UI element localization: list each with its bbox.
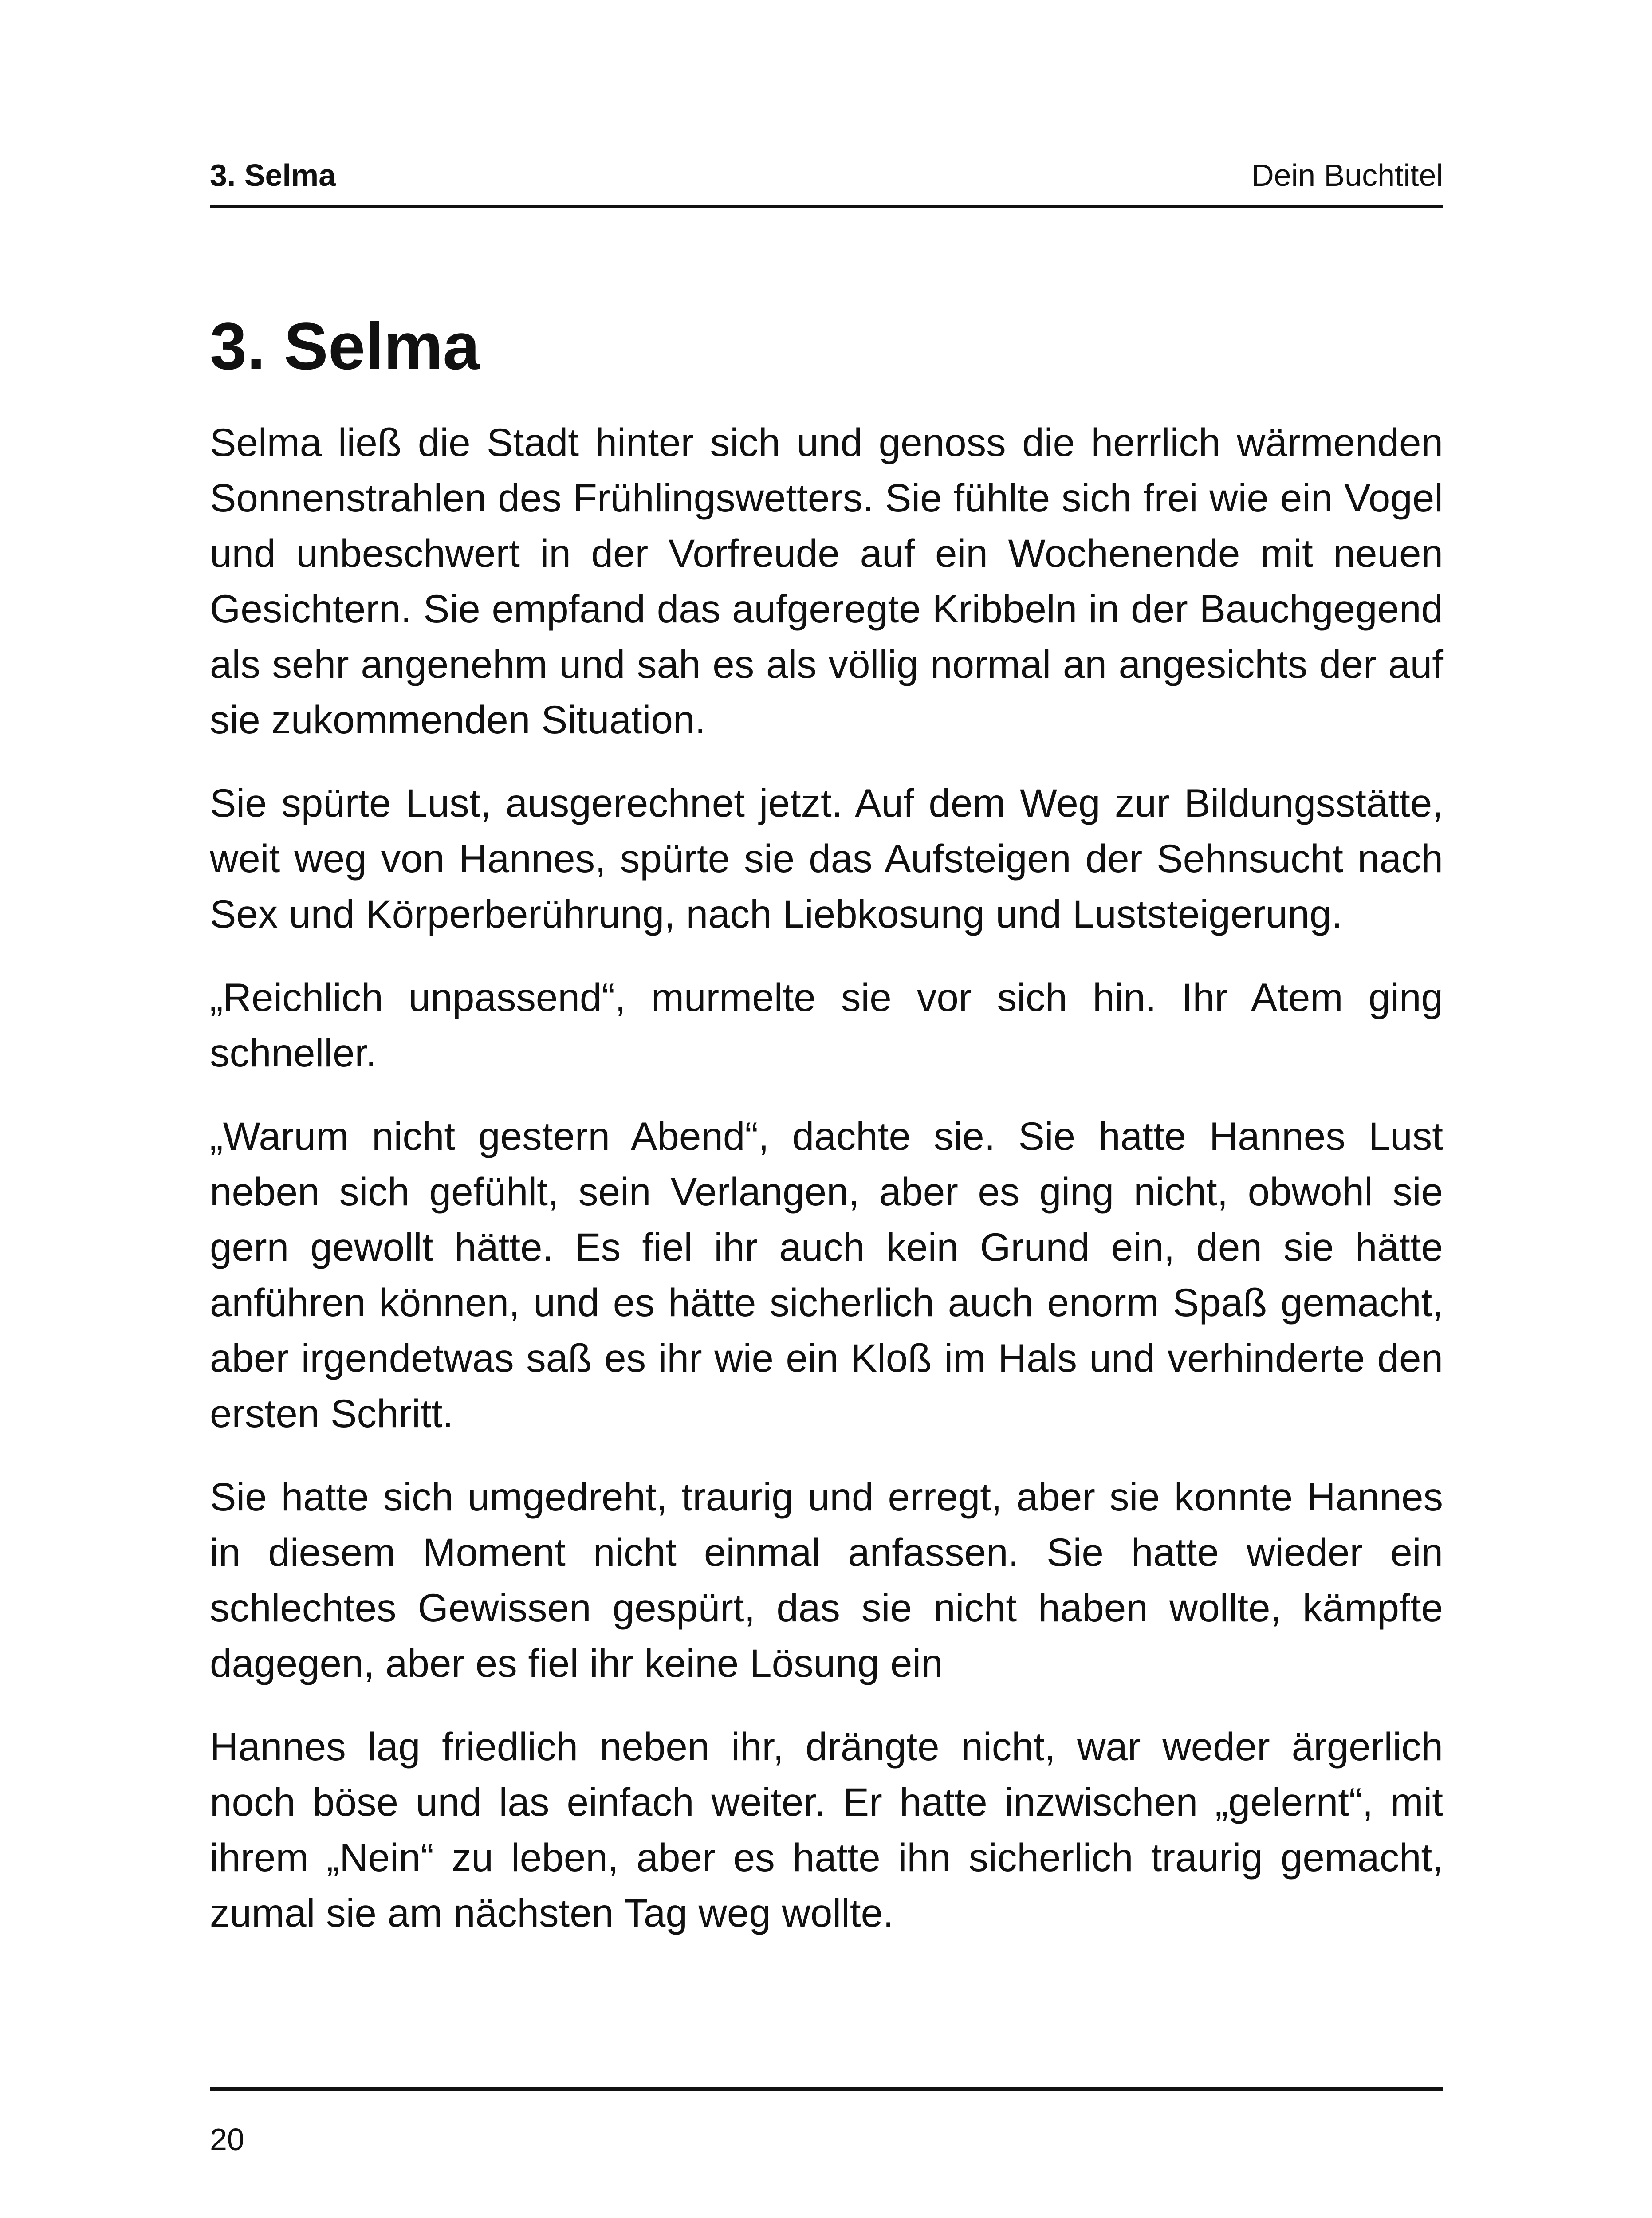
paragraph: „Reichlich unpassend“, murmelte sie vor sich hin. Ihr Atem ging schneller. [210, 975, 1443, 1075]
page-footer [210, 2087, 1443, 2157]
paragraph: Sie spürte Lust, ausgerechnet jetzt. Auf dem Weg zur Bildungsstätte, weit weg von Hannes, spürte sie das Aufsteigen der Sehnsucht nach Sex und Körperberührung, nach Liebkosung und Luststeigerung. [210, 781, 1443, 936]
paragraph: Hannes lag friedlich neben ihr, drängte nicht, war weder ärgerlich noch böse und las einfach weiter. Er hatte inzwischen „gelernt“, mit ihrem „Nein“ zu leben, aber es hatte ihn sicherlich traurig gemacht, zumal sie am nächsten Tag weg wollte. [210, 1724, 1443, 1935]
paragraph: Sie hatte sich umgedreht, traurig und erregt, aber sie konnte Hannes in diesem Moment nicht einmal anfassen. Sie hatte wieder ein schlechtes Gewissen gespürt, das sie nicht haben wollte, kämpfte dagegen, aber es fiel ihr keine Lösung ein [210, 1475, 1443, 1685]
running-header [210, 155, 1443, 208]
page-number: 20 [210, 2122, 244, 2157]
paragraph: „Warum nicht gestern Abend“, dachte sie. Sie hatte Hannes Lust neben sich gefühlt, sein Verlangen, aber es ging nicht, obwohl sie gern gewollt hätte. Es fiel ihr auch kein Grund ein, den sie hätte anführen können, und es hätte sicherlich auch enorm Spaß gemacht, aber irgendetwas saß es ihr wie ein Kloß im Hals und verhinderte den ersten Schritt. [210, 1114, 1443, 1435]
chapter-heading: 3. Selma [210, 309, 480, 383]
paragraph: Selma ließ die Stadt hinter sich und genoss die herrlich wärmenden Sonnenstrahlen des Frühlingswetters. Sie fühlte sich frei wie ein Vogel und unbeschwert in der Vorfreude auf ein Wochenende mit neuen Gesichtern. Sie empfand das aufgeregte Kribbeln in der Bauchgegend als sehr angenehm und sah es als völlig normal an angesichts der auf sie zukommenden Situation. [210, 420, 1443, 742]
chapter-body [210, 415, 1443, 1969]
header-chapter-title: 3. Selma [210, 158, 336, 193]
header-book-title: Dein Buchtitel [1251, 158, 1443, 193]
